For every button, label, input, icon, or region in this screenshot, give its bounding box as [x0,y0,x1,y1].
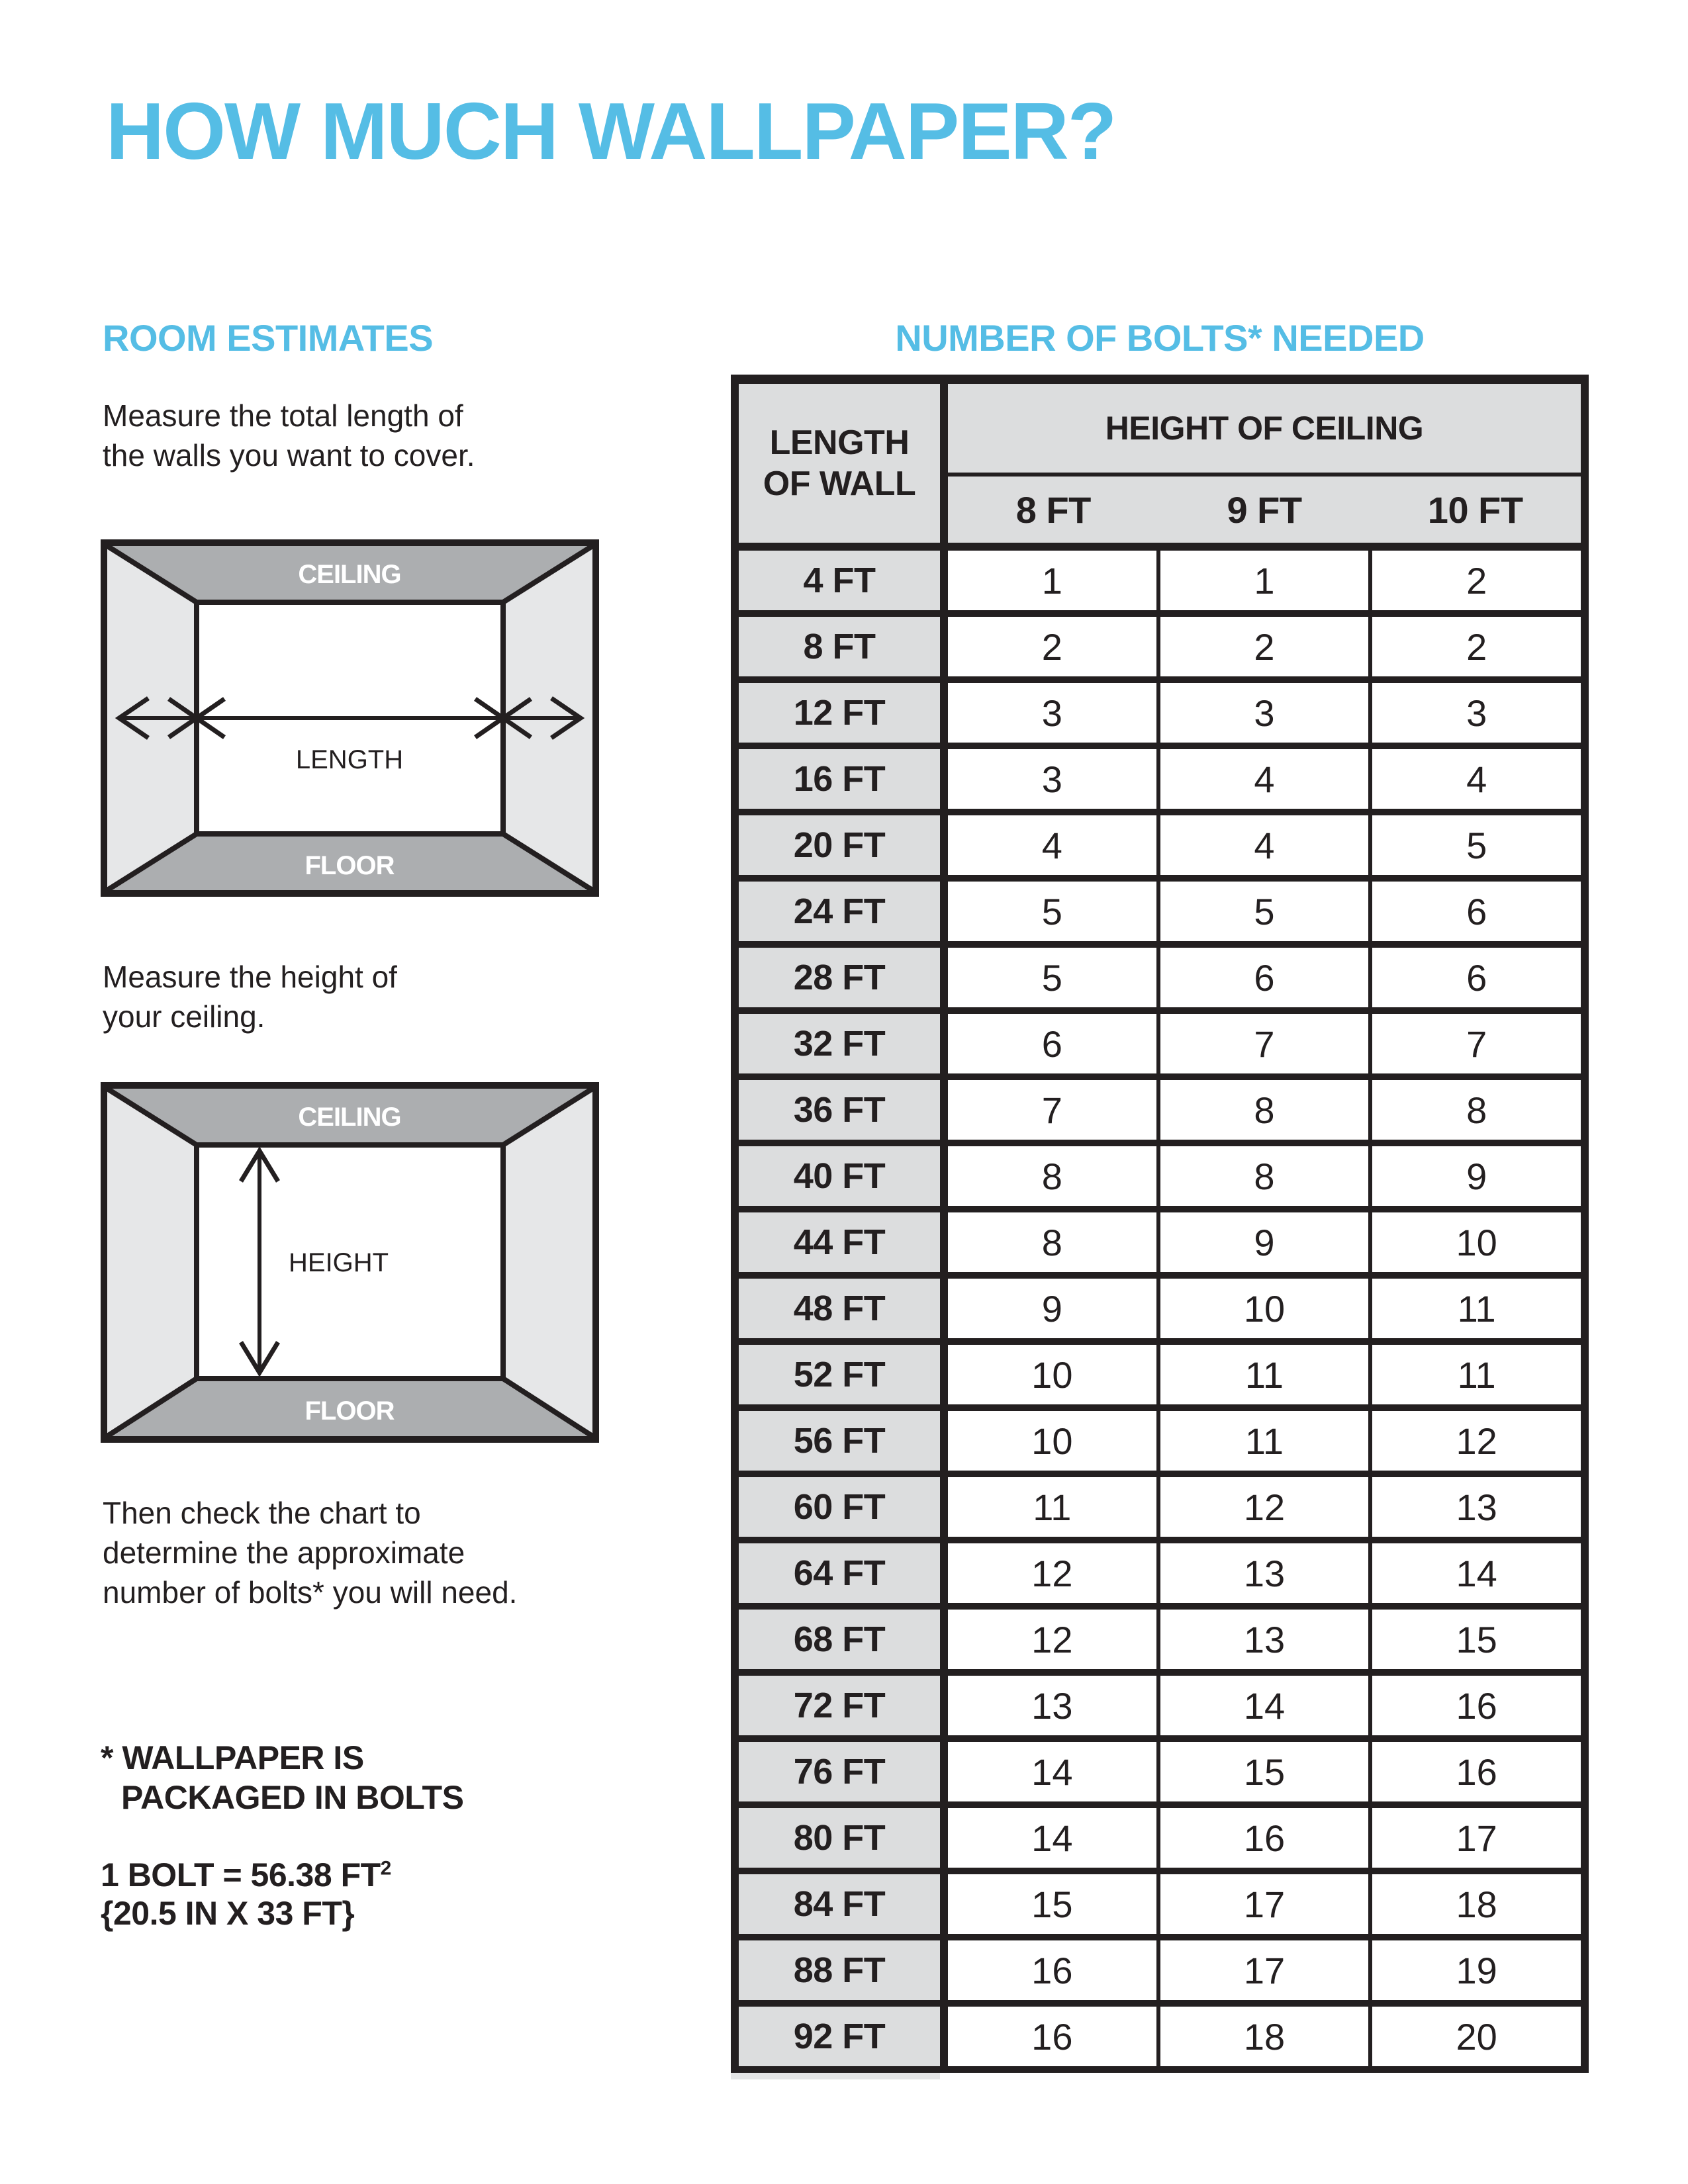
row-label: 44 FT [739,1212,940,1272]
table-data-header [948,384,1581,543]
bolt-count-cell: 15 [948,1874,1156,1934]
bolt-count-cell: 9 [948,1279,1156,1338]
table-row [739,683,1581,743]
instruction-line: Measure the total length of [103,398,463,433]
bolt-count-cell: 10 [948,1345,1156,1404]
bolt-count-cell: 14 [948,1808,1156,1868]
bolt-count-cell: 2 [948,617,1156,676]
bolt-count-cell: 17 [1160,1874,1369,1934]
row-label: 72 FT [739,1676,940,1735]
left-wall-plane [107,1089,197,1436]
room-length-diagram-svg [101,539,599,897]
bolt-count-cell: 5 [1160,882,1369,941]
row-label: 24 FT [739,882,940,941]
instruction-line: the walls you want to cover. [103,438,475,473]
row-label: 4 FT [739,551,940,610]
bolt-count-cell: 18 [1372,1874,1581,1934]
row-label: 48 FT [739,1279,940,1338]
row-label: 16 FT [739,749,940,809]
bolt-count-cell: 8 [948,1212,1156,1272]
sub-header-8ft: 8 FT [1015,488,1091,531]
row-label: 68 FT [739,1610,940,1669]
table-row [739,1808,1581,1868]
row-label: 40 FT [739,1146,940,1206]
bolt-count-cell: 11 [1160,1345,1369,1404]
bolt-count-cell: 14 [948,1742,1156,1801]
instruction-line: your ceiling. [103,999,265,1034]
bolt-count-cell: 6 [1372,882,1581,941]
table-row [739,749,1581,809]
section-heading-room-estimates: ROOM ESTIMATES [103,317,434,359]
row-label: 76 FT [739,1742,940,1801]
footnote-line: PACKAGED IN BOLTS [121,1779,464,1816]
bolt-count-cell: 17 [1372,1808,1581,1868]
instruction-check-chart [103,1493,517,1612]
ceiling-label: CEILING [298,560,401,589]
bolt-count-cell: 11 [1160,1411,1369,1471]
room-height-diagram-svg [101,1082,599,1443]
table-row [739,1742,1581,1801]
bolt-count-cell: 14 [1160,1676,1369,1735]
squared-superscript: 2 [380,1857,391,1880]
section-heading-bolts-needed: NUMBER OF BOLTS* NEEDED [895,317,1425,359]
row-label: 88 FT [739,1940,940,2000]
bolt-count-cell: 6 [1160,948,1369,1007]
table-row [739,1874,1581,1934]
page-title: HOW MUCH WALLPAPER? [106,86,1116,176]
bolt-count-cell: 13 [1160,1610,1369,1669]
table-row [739,1543,1581,1603]
bolt-count-cell: 16 [1160,1808,1369,1868]
bolt-count-cell: 16 [1372,1742,1581,1801]
bolt-count-cell: 8 [1160,1146,1369,1206]
bolt-equation [101,1856,391,1894]
table-row [739,1014,1581,1073]
bolt-count-cell: 14 [1372,1543,1581,1603]
table-row [739,551,1581,610]
bolt-count-cell: 17 [1160,1940,1369,2000]
bolt-count-cell: 4 [948,815,1156,875]
table-body [739,551,1581,2066]
table-bottom-artifact [731,2073,940,2079]
row-label: 36 FT [739,1080,940,1140]
bolt-count-cell: 16 [1372,1676,1581,1735]
table-row [739,1279,1581,1338]
sub-header-row [948,477,1581,543]
bolts-table [731,375,1589,2073]
bolt-count-cell: 4 [1160,749,1369,809]
table-row [739,1411,1581,1471]
room-length-diagram [101,539,599,897]
ceiling-label: CEILING [298,1103,401,1132]
instruction-line: Measure the height of [103,960,397,994]
table-row [739,882,1581,941]
row-label: 12 FT [739,683,940,743]
footnote-wallpaper-bolts [101,1738,463,1817]
length-label: LENGTH [295,745,404,774]
bolt-count-cell: 1 [948,551,1156,610]
instruction-line: Then check the chart to [103,1496,421,1530]
table-row [739,617,1581,676]
bolt-count-cell: 10 [1372,1212,1581,1272]
table-row [739,1345,1581,1404]
bolt-count-cell: 5 [1372,815,1581,875]
row-label: 28 FT [739,948,940,1007]
row-label: 84 FT [739,1874,940,1934]
column-header-line: OF WALL [763,465,916,503]
bolt-equation-text: 1 BOLT = 56.38 FT [101,1856,381,1893]
row-label: 52 FT [739,1345,940,1404]
bolt-count-cell: 13 [1372,1477,1581,1537]
bolt-count-cell: 4 [1372,749,1581,809]
footnote-line: * WALLPAPER IS [101,1739,364,1776]
bolt-count-cell: 15 [1160,1742,1369,1801]
row-label: 8 FT [739,617,940,676]
sub-header-9ft: 9 FT [1227,488,1302,531]
bolt-count-cell: 3 [1372,683,1581,743]
bolt-count-cell: 15 [1372,1610,1581,1669]
table-row [739,1146,1581,1206]
row-label: 60 FT [739,1477,940,1537]
column-header-line: LENGTH [769,424,910,462]
bolt-count-cell: 10 [948,1411,1156,1471]
bolt-count-cell: 3 [948,749,1156,809]
bolt-count-cell: 20 [1372,2007,1581,2066]
bolt-count-cell: 5 [948,948,1156,1007]
instruction-measure-length [103,396,475,475]
bolt-count-cell: 1 [1160,551,1369,610]
bolt-count-cell: 11 [948,1477,1156,1537]
bolt-count-cell: 2 [1372,551,1581,610]
floor-label: FLOOR [305,851,395,880]
row-label: 56 FT [739,1411,940,1471]
bolt-count-cell: 12 [948,1610,1156,1669]
bolt-count-cell: 8 [948,1146,1156,1206]
table-row [739,1940,1581,2000]
row-label: 92 FT [739,2007,940,2066]
row-label: 20 FT [739,815,940,875]
right-wall-plane [503,1089,592,1436]
bolt-count-cell: 7 [1160,1014,1369,1073]
bolt-count-cell: 4 [1160,815,1369,875]
column-header-length-of-wall [739,384,940,543]
bolt-count-cell: 6 [948,1014,1156,1073]
bolt-count-cell: 11 [1372,1279,1581,1338]
sub-header-10ft: 10 FT [1427,488,1523,531]
bolt-count-cell: 3 [948,683,1156,743]
bolt-count-cell: 19 [1372,1940,1581,2000]
instruction-line: number of bolts* you will need. [103,1575,518,1610]
instruction-line: determine the approximate [103,1535,465,1570]
bolt-count-cell: 11 [1372,1345,1581,1404]
bolt-count-cell: 2 [1160,617,1369,676]
bolt-count-cell: 10 [1160,1279,1369,1338]
bolt-count-cell: 18 [1160,2007,1369,2066]
table-row [739,948,1581,1007]
instruction-measure-height [103,957,397,1036]
table-row [739,2007,1581,2066]
bolt-count-cell: 16 [948,2007,1156,2066]
bolt-count-cell: 12 [1372,1411,1581,1471]
bolt-count-cell: 9 [1372,1146,1581,1206]
table-row [739,1477,1581,1537]
bolt-count-cell: 5 [948,882,1156,941]
bolt-count-cell: 16 [948,1940,1156,2000]
room-height-diagram [101,1082,599,1443]
table-row [739,1212,1581,1272]
table-row [739,815,1581,875]
bolt-count-cell: 3 [1160,683,1369,743]
bolt-count-cell: 7 [948,1080,1156,1140]
bolt-count-cell: 6 [1372,948,1581,1007]
height-label: HEIGHT [289,1248,389,1277]
bolt-count-cell: 7 [1372,1014,1581,1073]
row-label: 32 FT [739,1014,940,1073]
table-row [739,1610,1581,1669]
bolt-count-cell: 12 [1160,1477,1369,1537]
bolt-count-cell: 8 [1372,1080,1581,1140]
bolt-dimensions: {20.5 IN X 33 FT} [101,1895,355,1932]
bolt-count-cell: 9 [1160,1212,1369,1272]
bolt-count-cell: 8 [1160,1080,1369,1140]
row-label: 80 FT [739,1808,940,1868]
row-label: 64 FT [739,1543,940,1603]
table-row [739,1080,1581,1140]
bolt-count-cell: 2 [1372,617,1581,676]
bolt-count-cell: 12 [948,1543,1156,1603]
bolt-count-cell: 13 [1160,1543,1369,1603]
bolt-count-cell: 13 [948,1676,1156,1735]
table-row [739,1676,1581,1735]
span-header-height-of-ceiling: HEIGHT OF CEILING [948,384,1581,473]
table-header [739,384,1581,543]
floor-label: FLOOR [305,1396,395,1426]
